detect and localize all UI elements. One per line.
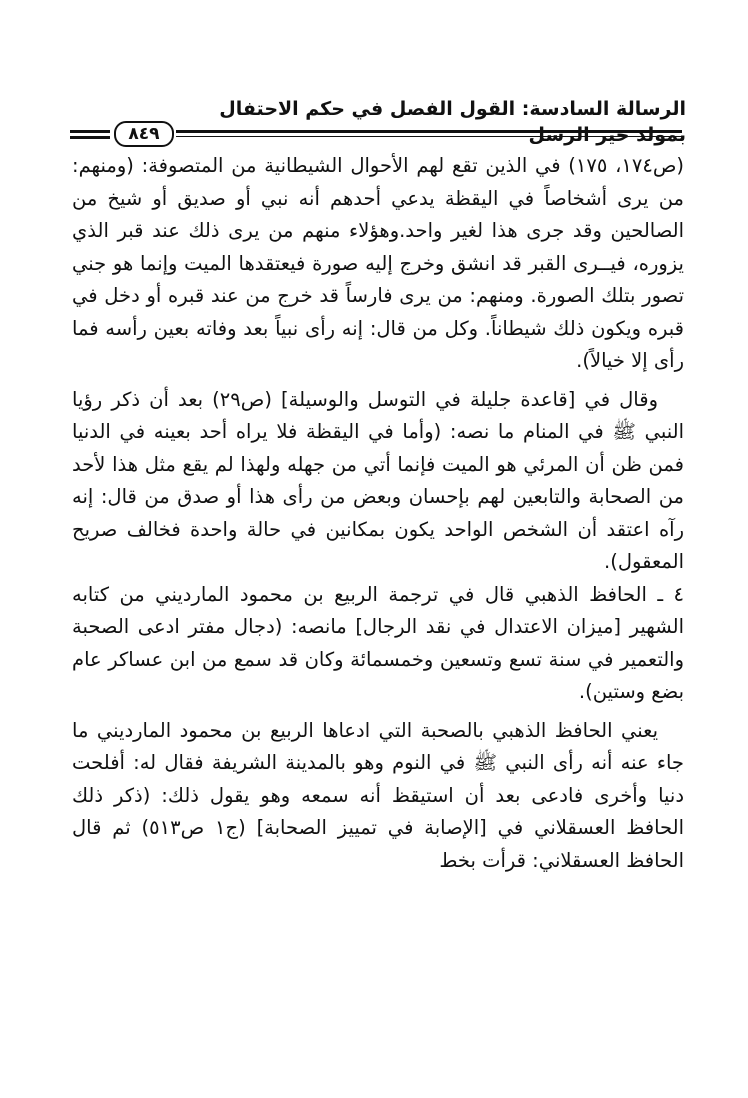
page-number: ٨٤٩ <box>114 121 174 147</box>
paragraph-1: (ص١٧٤، ١٧٥) في الذين تقع لهم الأحوال الشيطانية من المتصوفة: (ومنهم: من يرى أشخاصاً في اليقظة يدعي أحدهم أنه نبي أو صديق أو شيخ من الصالحين وقد جرى هذا لغير واحد.وهؤلاء منهم من يرى ذلك عند قبر الذي يزوره، فيــرى القبر قد انشق وخرج إليه صورة فيعتقدها الميت وإنما هو جني تصور بتلك الصورة. ومنهم: من يرى فارساً قد خرج من عند قبره أو دخل في قبره ويكون ذلك شيطاناً. وكل من قال: إنه رأى نبياً بعد وفاته بعين رأسه فما رأى إلا خيالاً). <box>72 154 684 372</box>
header-rule-right-lower <box>176 136 682 137</box>
running-header: الرسالة السادسة: القول الفصل في حكم الاحتفال بمولد خير الرسل <box>219 98 686 146</box>
header-rule-left <box>70 130 110 133</box>
paragraph-2: وقال في [قاعدة جليلة في التوسل والوسيلة] (ص٢٩) بعد أن ذكر رؤيا النبي ﷺ في المنام ما نصه: (وأما في اليقظة فلا يراه أحد بعينه في الدنيا فمن ظن أن المرئي هو الميت فإنما أتي من جهله ولهذا لم يقع مثل هذا لأحد من الصحابة والتابعين لهم بإحسان وبعض من رأى هذا أو صدق من قال: إنه رآه اعتقد أن الشخص الواحد يكون بمكانين في حالة واحدة فخالف صريح المعقول). <box>72 387 684 573</box>
paragraph-3: ٤ ـ الحافظ الذهبي قال في ترجمة الربيع بن محمود الماردیني من كتابه الشهير [ميزان الاعتدال في نقد الرجال] مانصه: (دجال مفتر ادعى الصحبة والتعمير في سنة تسع وتسعين وخمسمائة وكان قد سمع من ابن عساكر عام بضع وستين). <box>72 582 684 703</box>
body-text <box>72 150 684 877</box>
header-rule-left-lower <box>70 136 110 139</box>
header-rule <box>70 124 682 144</box>
paragraph-4: يعني الحافظ الذهبي بالصحبة التي ادعاها الربيع بن محمود الماردیني ما جاء عنه أنه رأى النبي ﷺ في النوم وهو بالمدينة الشريفة فقال له: أفلحت دنيا وأخرى فادعى بعد أن استيقظ أنه سمعه وهو يقول ذلك: (ذكر ذلك الحافظ العسقلاني في [الإصابة في تمييز الصحابة] (ج١ ص٥١٣) ثم قال الحافظ العسقلاني: قرأت بخط <box>72 718 684 872</box>
header-rule-right <box>176 130 682 133</box>
